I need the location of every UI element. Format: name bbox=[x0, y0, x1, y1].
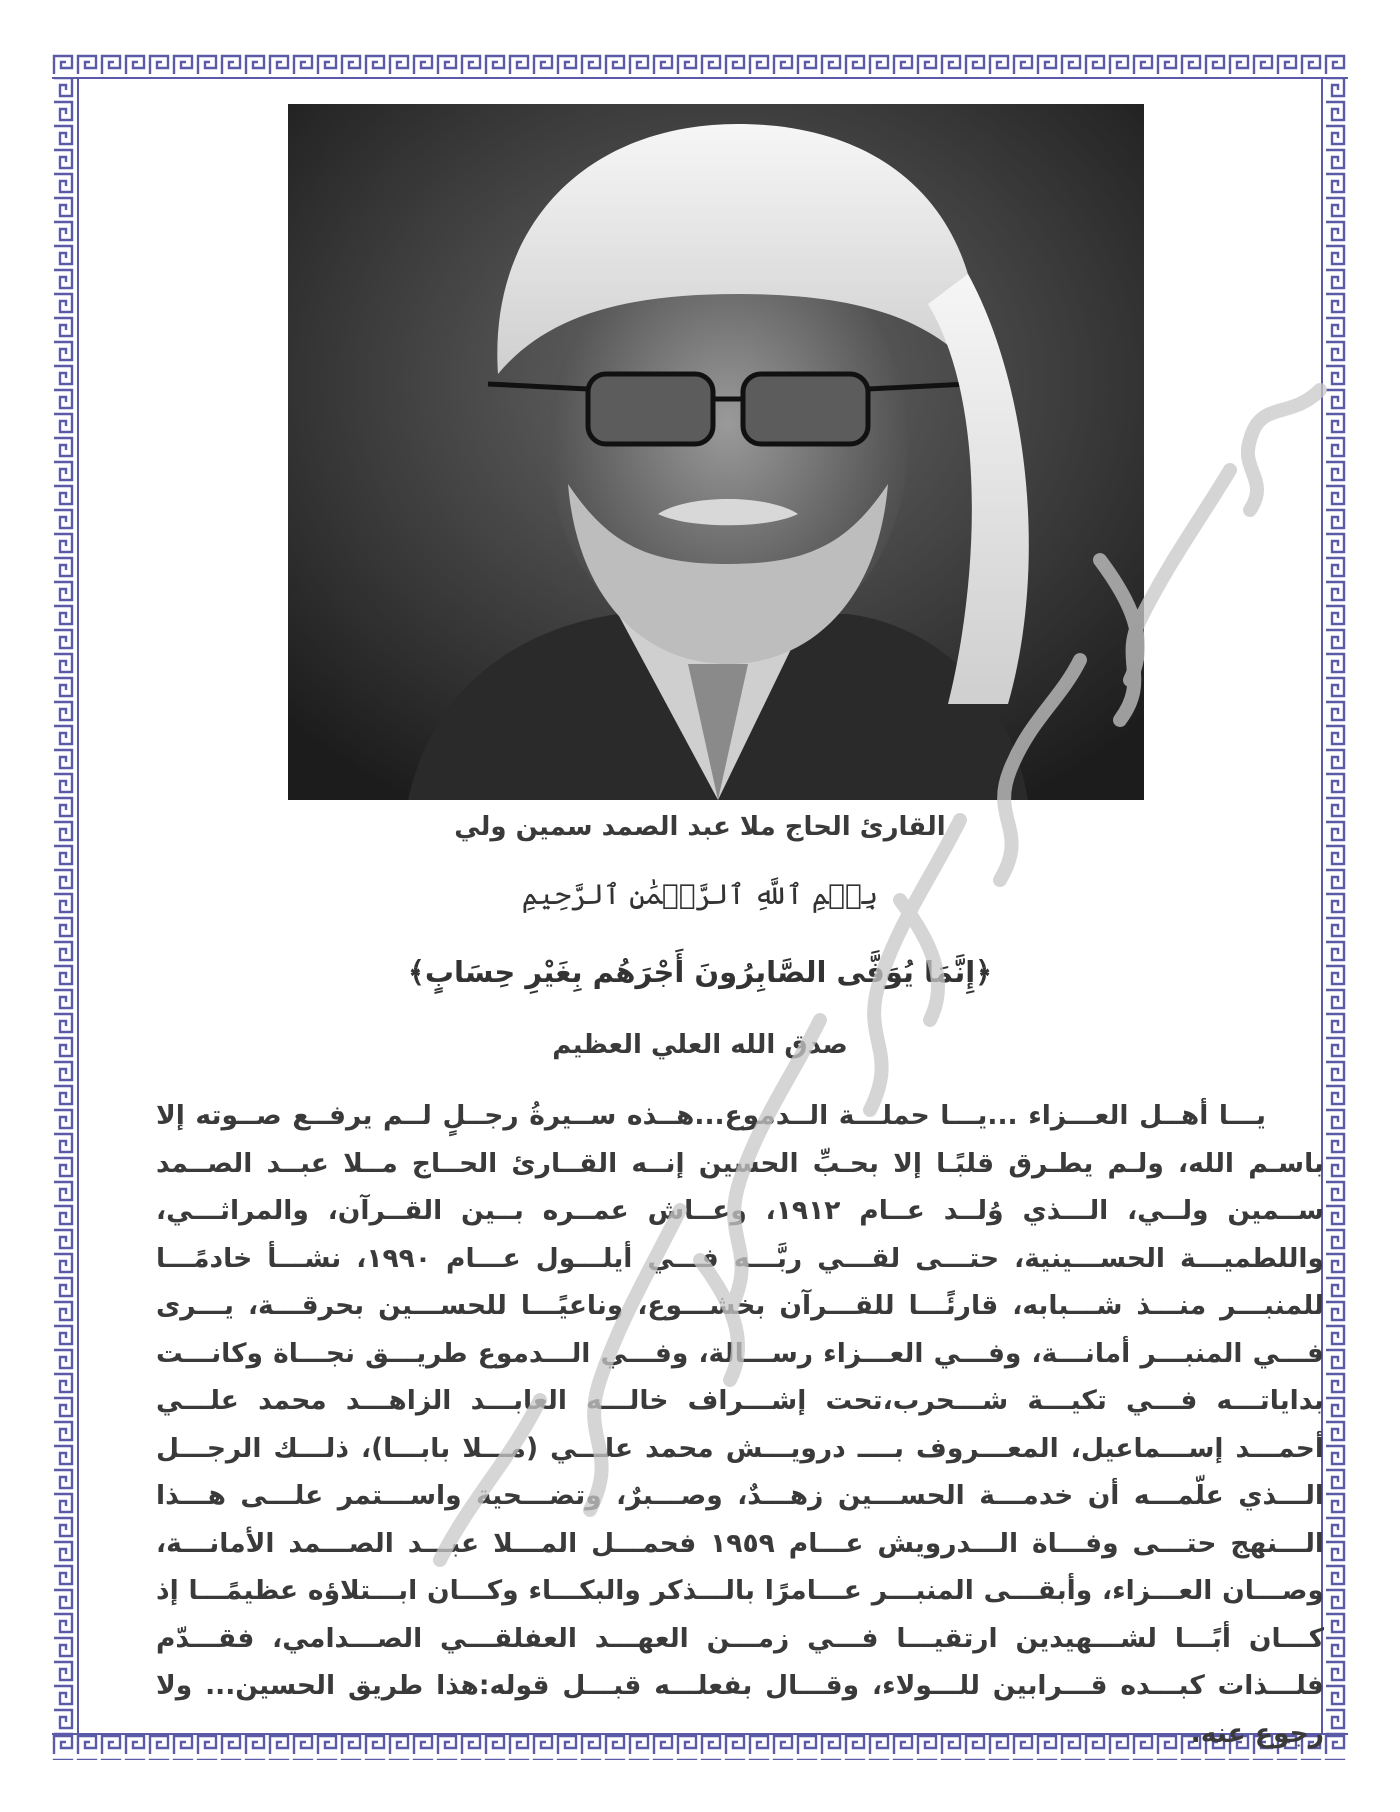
portrait-photo-icon bbox=[288, 104, 1144, 800]
quran-verse: ﴿إِنَّمَا يُوَفَّى الصَّابِرُونَ أَجْرَهُم بِغَيْرِ حِسَابٍ﴾ bbox=[407, 955, 993, 989]
biography-paragraph: يـــا أهــل العـــزاء ...يـــا حملـــة الــدموع...هــذه ســيرةُ رجــلٍ لــم يرفــع صــوته إلا باسـم الله، ولـم يطـرق قلبًـا إلا بحـبِّ الحسين إنــه القــارئ الحــاج مــلا عبــد الصــمد ســمين ولــي، الـــذي وُلــد عــام ١٩١٢، وعــاش عمــره بــين القــرآن، والمراثـــي، واللطميـــة الحســـينية، حتـــى لقـــي ربَّـــه فـــي أيلـــول عـــام ١٩٩٠، نشـــأ خادمًـــا للمنبـــر منـــذ شـــبابه، قارئًـــا للقـــرآن بخشـــوع، وناعيًـــا للحســـين بحرقـــة، يـــرى فـــي المنبـــر أمانـــة، وفـــي العـــزاء رســـالة، وفـــي الـــدموع طريـــق نجـــاة وكانـــت بداياتـــه فـــي تكيـــة شـــحرب،تحت إشـــراف خالـــه العابـــد الزاهـــد محمد علـــي أحمـــد إســـماعيل، المعـــروف بــــ درويـــش محمد علـــي (مـــلا بابـــا)، ذلـــك الرجـــل الـــذي علّمـــه أن خدمـــة الحســـين زهـــدٌ، وصـــبرٌ، وتضـــحية واســـتمر علـــى هـــذا الـــنهج حتـــى وفـــاة الـــدرويش عـــام ١٩٥٩ فحمـــل المـــلا عبـــد الصـــمد الأمانـــة، وصـــان العـــزاء، وأبقـــى المنبـــر عـــامرًا بالـــذكر والبكـــاء وكـــان ابـــتلاؤه عظيمًـــا إذ كـــان أبًـــا لشـــهيدين ارتقيـــا فـــي زمـــن العهـــد العفلقـــي الصـــدامي، فقـــدّم فلـــذات كبـــده قـــرابين للـــولاء، وقـــال بفعلـــه قبـــل قوله:هذا طريق الحسين... ولا رجوع عنه. bbox=[156, 1100, 1324, 1749]
photo-caption: القارئ الحاج ملا عبد الصمد سمين ولي bbox=[454, 812, 946, 842]
closing-phrase: صدق الله العلي العظيم bbox=[552, 1030, 848, 1060]
basmala: بِسۡمِ ٱللَّهِ ٱلرَّحۡمَٰنِ ٱلرَّحِيمِ bbox=[521, 878, 879, 911]
portrait-photo bbox=[288, 104, 1144, 800]
